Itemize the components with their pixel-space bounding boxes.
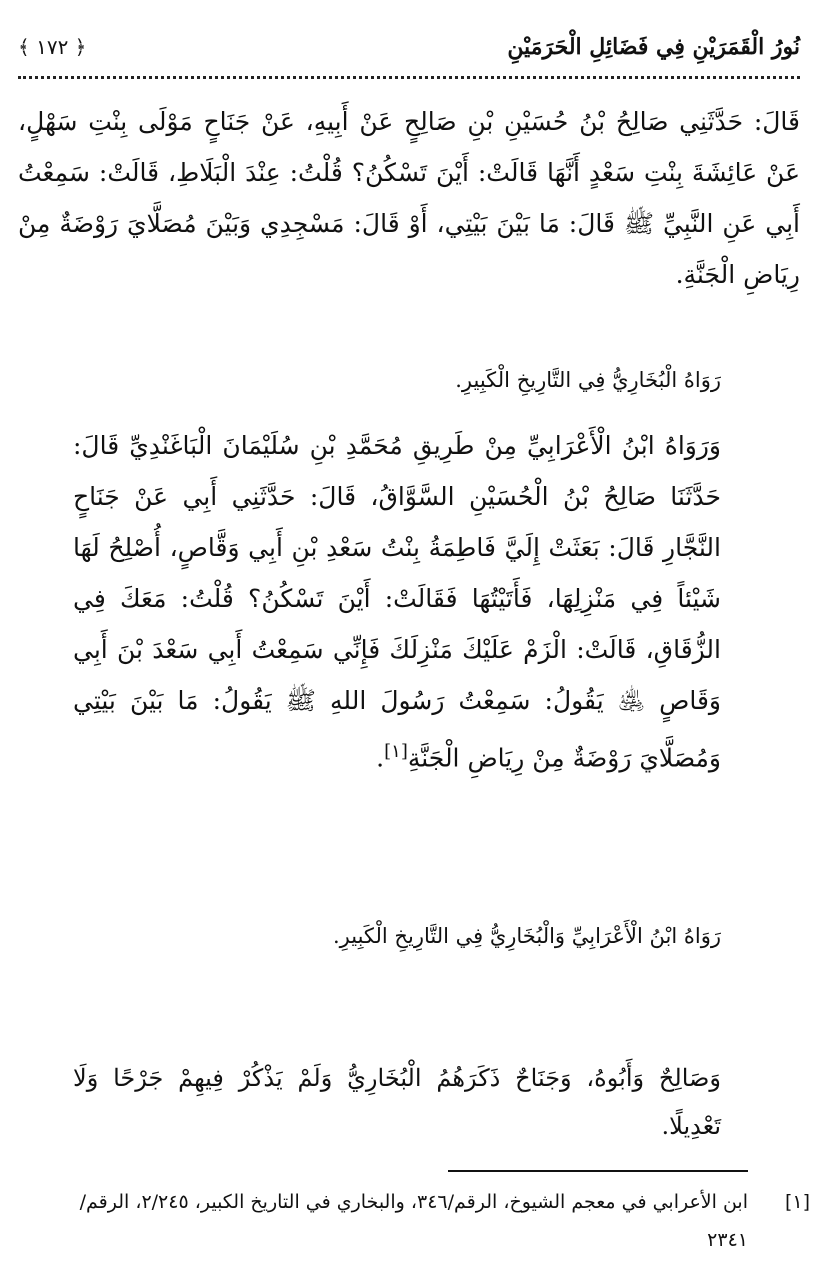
footnote-divider bbox=[448, 1170, 748, 1172]
source-note-1: رَوَاهُ الْبُخَارِيُّ فِي التَّارِيخِ الْكَبِيرِ. bbox=[455, 368, 721, 392]
footnote-marker: [١] bbox=[784, 1191, 810, 1213]
page-number: ﴿ ١٧٢ ﴾ bbox=[18, 35, 87, 59]
hadith-paragraph-1: قَالَ: حَدَّثَنِي صَالِحُ بْنُ حُسَيْنِ بْنِ صَالِحٍ عَنْ أَبِيهِ، عَنْ جَنَاحٍ مَوْلَى بِنْتِ سَهْلٍ، عَنْ عَائِشَةَ بِنْتِ سَعْدٍ أَنَّهَا قَالَتْ: أَيْنَ تَسْكُنُ؟ قُلْتُ: عِنْدَ الْبَلَاطِ، قَالَتْ: سَمِعْتُ أَبِي عَنِ النَّبِيِّ ﷺ قَالَ: مَا بَيْنَ بَيْتِي، أَوْ قَالَ: مَسْجِدِي وَبَيْنَ مُصَلَّايَ رَوْضَةٌ مِنْ رِيَاضِ الْجَنَّةِ. bbox=[18, 107, 800, 289]
hadith-paragraph-2-text: وَرَوَاهُ ابْنُ الْأَعْرَابِيِّ مِنْ طَرِيقِ مُحَمَّدِ بْنِ سُلَيْمَانَ الْبَاغَنْدِيِّ قَالَ: حَدَّثَنَا صَالِحُ بْنُ الْحُسَيْنِ السَّوَّاقُ، قَالَ: حَدَّثَنِي أَبِي عَنْ جَنَاحٍ النَّجَّارِ قَالَ: بَعَثَتْ إِلَيَّ فَاطِمَةُ بِنْتُ سَعْدِ بْنِ أَبِي وَقَّاصٍ، أُصْلِحُ لَهَا شَيْئاً فِي مَنْزِلِهَا، فَأَتَيْتُهَا فَقَالَتْ: أَيْنَ تَسْكُنُ؟ قُلْتُ: مَعَكَ فِي الزُّقَاقِ، قَالَتْ: الْزَمْ عَلَيْكَ مَنْزِلَكَ فَإِنِّي سَمِعْتُ أَبِي سَعْدَ بْنَ أَبِي وَقَاصٍ ﵁ يَقُولُ: سَمِعْتُ رَسُولَ اللهِ ﷺ يَقُولُ: مَا بَيْنَ بَيْتِي وَمُصَلَّايَ رَوْضَةٌ مِنْ رِيَاضِ الْجَنَّةِ bbox=[73, 431, 721, 773]
paragraph-2-period: . bbox=[376, 743, 385, 773]
source-note-2: رَوَاهُ ابْنُ الْأَعْرَابِيِّ وَالْبُخَارِيُّ فِي التَّارِيخِ الْكَبِيرِ. bbox=[332, 924, 721, 948]
header-divider bbox=[18, 76, 800, 79]
page-header bbox=[18, 22, 800, 72]
book-title: نُورُ الْقَمَرَيْنِ فِي فَضَائِلِ الْحَرَمَيْنِ bbox=[507, 34, 800, 60]
hadith-paragraph-2 bbox=[73, 420, 721, 783]
footnote-text: ابن الأعرابي في معجم الشيوخ، الرقم/٣٤٦، والبخاري في التاريخ الكبير، ٢/٢٤٥، الرقم/٢٣٤١ bbox=[79, 1191, 748, 1251]
footnote bbox=[58, 1183, 810, 1259]
footnote-reference[interactable]: [١] bbox=[384, 741, 408, 762]
narrator-note-paragraph: وَصَالِحٌ وَأَبُوهُ، وَجَنَاحٌ ذَكَرَهُمُ الْبُخَارِيُّ وَلَمْ يَذْكُرْ فِيهِمْ جَرْحًا وَلَا تَعْدِيلًا. bbox=[73, 1064, 721, 1140]
